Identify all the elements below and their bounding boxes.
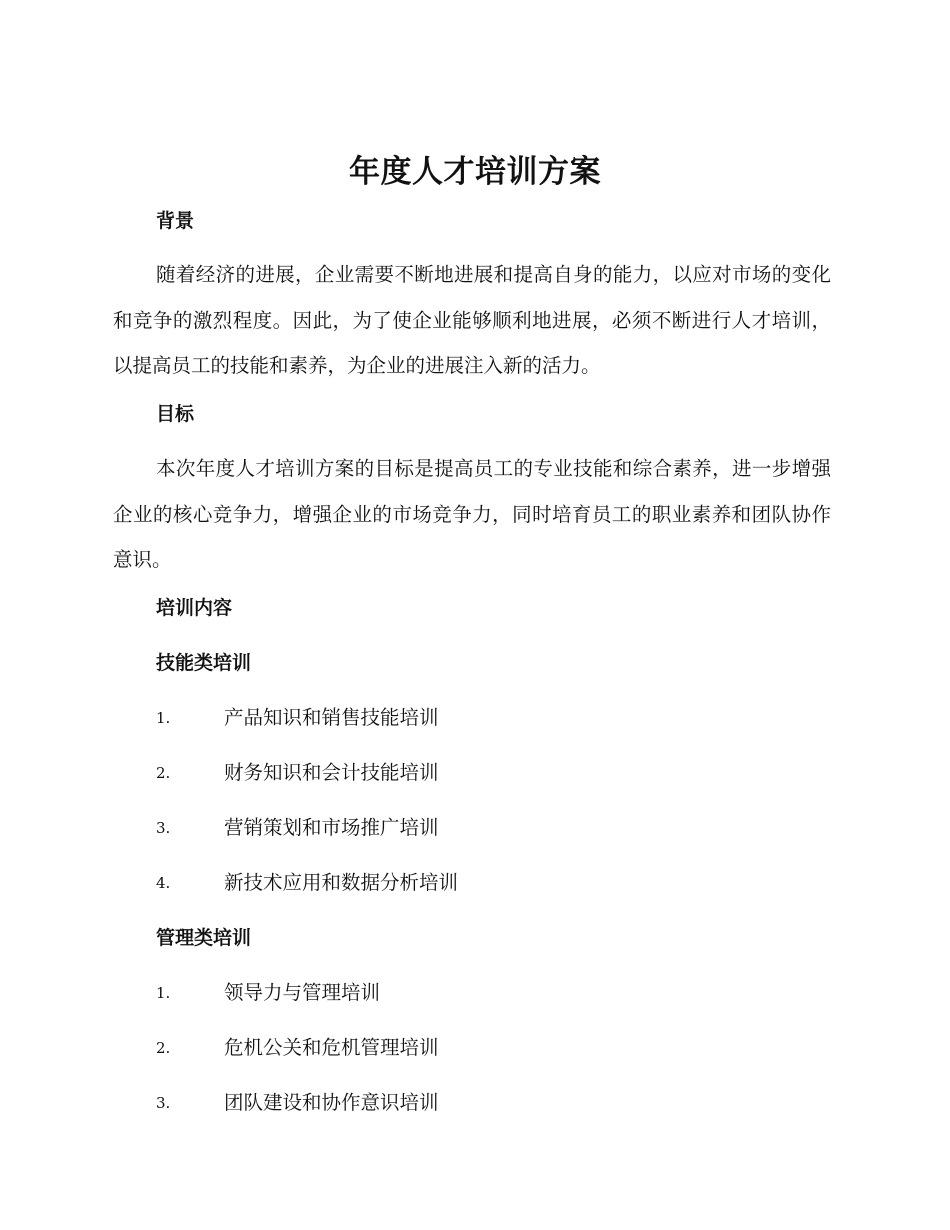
heading-management-training: 管理类培训	[156, 927, 252, 949]
paragraph-background: 随着经济的进展，企业需要不断地进展和提高自身的能力，以应对市场的变化和竞争的激烈程度。因此，为了使企业能够顺利地进展，必须不断进行人才培训，以提高员工的技能和素养，为企业的进展注入新的活力。	[113, 263, 831, 377]
paragraph-goal: 本次年度人才培训方案的目标是提高员工的专业技能和综合素养，进一步增强企业的核心竞争力，增强企业的市场竞争力，同时培育员工的职业素养和团队协作意识。	[113, 457, 831, 571]
list-text: 财务知识和会计技能培训	[224, 761, 439, 784]
document-title: 年度人才培训方案	[349, 154, 601, 190]
list-number: 2.	[156, 1039, 171, 1057]
list-text: 团队建设和协作意识培训	[224, 1091, 439, 1114]
heading-training-content: 培训内容	[156, 597, 233, 619]
heading-background: 背景	[156, 210, 195, 232]
list-number: 3.	[156, 819, 171, 837]
list-number: 4.	[156, 874, 171, 892]
list-number: 1.	[156, 984, 171, 1002]
list-text: 新技术应用和数据分析培训	[224, 871, 459, 894]
list-text: 营销策划和市场推广培训	[224, 816, 439, 839]
list-text: 产品知识和销售技能培训	[224, 706, 439, 729]
heading-skills-training: 技能类培训	[156, 652, 252, 674]
list-text: 危机公关和危机管理培训	[224, 1036, 439, 1059]
list-number: 3.	[156, 1094, 171, 1112]
heading-goal: 目标	[156, 403, 195, 425]
list-number: 2.	[156, 764, 171, 782]
list-text: 领导力与管理培训	[224, 981, 381, 1004]
list-number: 1.	[156, 709, 171, 727]
